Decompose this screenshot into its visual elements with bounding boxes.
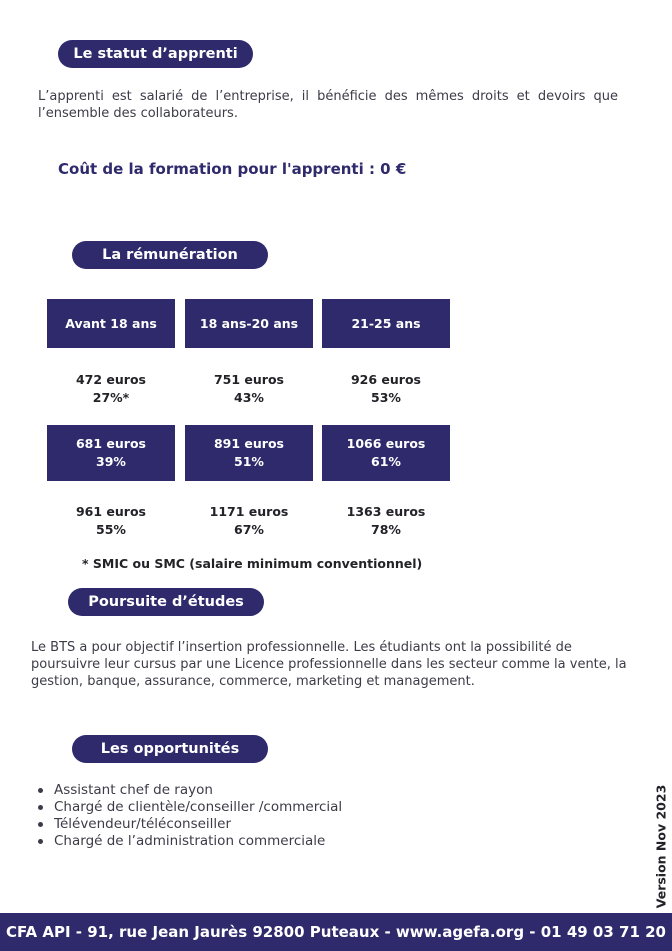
list-item bbox=[36, 782, 342, 799]
smic-footnote: * SMIC ou SMC (salaire minimum conventionnel) bbox=[82, 556, 423, 571]
list-item-label: Télévendeur/téléconseiller bbox=[54, 816, 232, 832]
salary-cell bbox=[322, 371, 450, 407]
list-item-label: Chargé de l’administration commerciale bbox=[54, 833, 326, 849]
salary-cell bbox=[185, 503, 313, 539]
salary-amount: 472 euros bbox=[75, 372, 146, 387]
salary-percent: 43% bbox=[234, 390, 264, 405]
heading-statut: Le statut d’apprenti bbox=[58, 40, 253, 68]
bullet-icon bbox=[38, 788, 43, 793]
salary-cell bbox=[47, 503, 175, 539]
poursuite-paragraph: Le BTS a pour objectif l’insertion professionnelle. Les étudiants ont la possibilité de poursuivre leur cursus par une Licence professionnelle dans les secteur comme la vente, la gestion, banque, assurance, commerce, marketing et management. bbox=[31, 640, 627, 689]
version-label bbox=[646, 780, 672, 912]
salary-cell-highlighted bbox=[185, 425, 313, 481]
salary-amount: 961 euros bbox=[75, 504, 146, 519]
list-item bbox=[36, 799, 342, 816]
salary-percent: 55% bbox=[96, 522, 126, 537]
salary-cell-highlighted bbox=[47, 425, 175, 481]
bullet-icon bbox=[38, 839, 43, 844]
salary-percent: 78% bbox=[371, 522, 401, 537]
list-item-label: Chargé de clientèle/conseiller /commercial bbox=[54, 799, 343, 815]
version-text: Version Nov 2023 bbox=[653, 784, 669, 908]
heading-opportunites: Les opportunités bbox=[72, 735, 268, 763]
list-item bbox=[36, 833, 342, 850]
list-item-label: Assistant chef de rayon bbox=[54, 782, 213, 798]
heading-remuneration: La rémunération bbox=[72, 241, 268, 269]
salary-amount: 926 euros bbox=[350, 372, 421, 387]
salary-amount: 751 euros bbox=[213, 372, 284, 387]
salary-percent: 53% bbox=[371, 390, 401, 405]
column-header-21-25 bbox=[322, 299, 450, 348]
salary-cell bbox=[47, 371, 175, 407]
salary-percent: 67% bbox=[234, 522, 264, 537]
footer-contact: CFA API - 91, rue Jean Jaurès 92800 Puteaux - www.agefa.org - 01 49 03 71 20 bbox=[6, 923, 666, 941]
training-cost: Coût de la formation pour l'apprenti : 0 € bbox=[58, 160, 407, 178]
salary-percent: 39% bbox=[96, 454, 126, 469]
salary-cell bbox=[322, 503, 450, 539]
salary-cell bbox=[185, 371, 313, 407]
column-header-label: Avant 18 ans bbox=[65, 315, 157, 331]
salary-amount: 1171 euros bbox=[209, 504, 289, 519]
list-item bbox=[36, 816, 342, 833]
footer-bar bbox=[0, 913, 672, 951]
column-header-18-20 bbox=[185, 299, 313, 348]
salary-percent: 51% bbox=[234, 454, 264, 469]
column-header-under-18 bbox=[47, 299, 175, 348]
salary-amount: 891 euros bbox=[213, 436, 284, 451]
statut-paragraph: L’apprenti est salarié de l’entreprise, il bénéficie des mêmes droits et devoirs que l’ensemble des collaborateurs. bbox=[38, 89, 618, 121]
salary-percent: 27%* bbox=[92, 390, 130, 405]
column-header-label: 21-25 ans bbox=[351, 315, 421, 331]
salary-amount: 1066 euros bbox=[346, 436, 426, 451]
column-header-label: 18 ans-20 ans bbox=[199, 315, 299, 331]
bullet-icon bbox=[38, 822, 43, 827]
salary-percent: 61% bbox=[371, 454, 401, 469]
heading-poursuite-etudes: Poursuite d’études bbox=[68, 588, 264, 616]
opportunities-list bbox=[36, 782, 342, 850]
bullet-icon bbox=[38, 805, 43, 810]
salary-amount: 681 euros bbox=[75, 436, 146, 451]
salary-amount: 1363 euros bbox=[346, 504, 426, 519]
salary-cell-highlighted bbox=[322, 425, 450, 481]
